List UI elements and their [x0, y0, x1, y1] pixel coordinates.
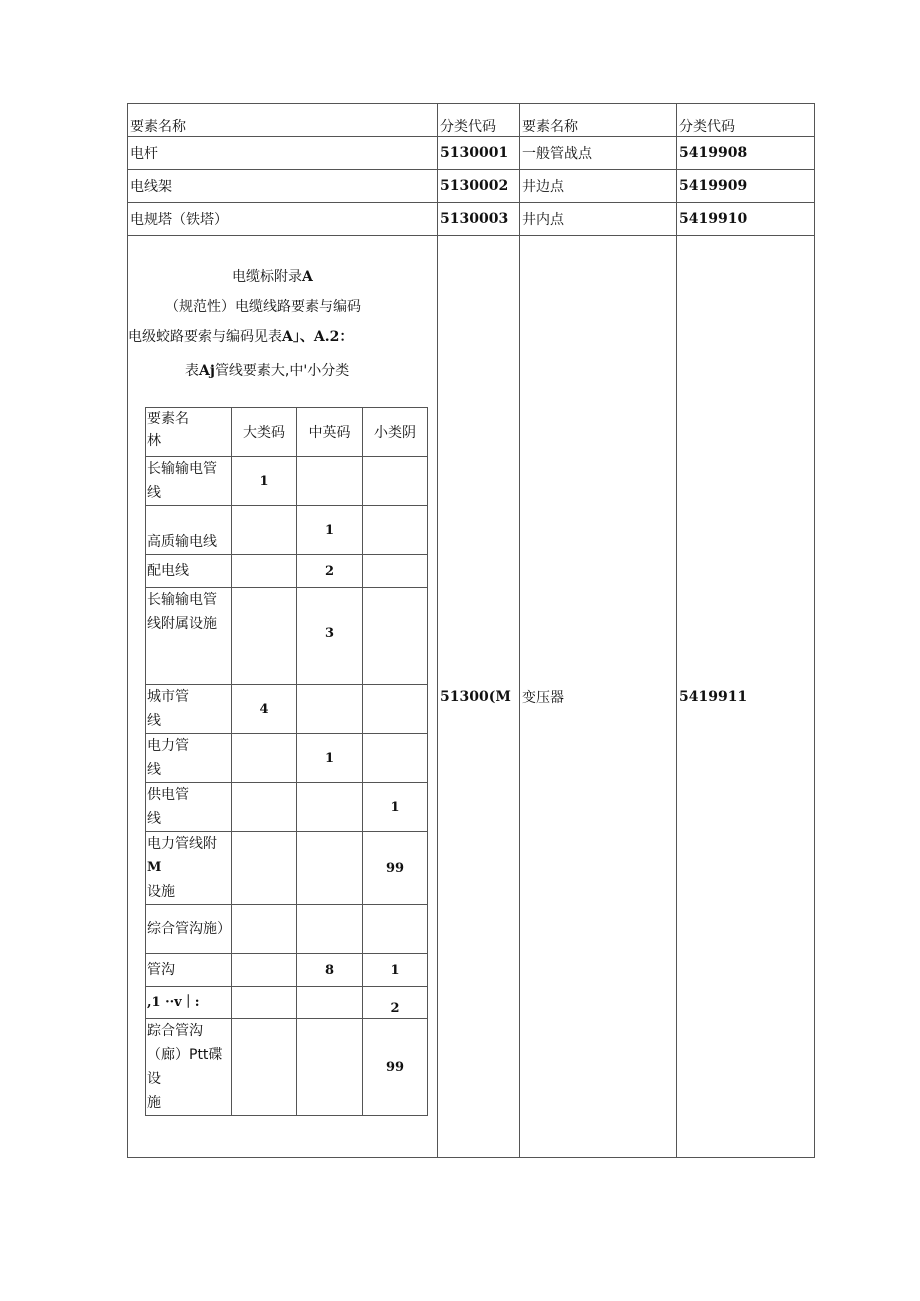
class-code: 51300(M: [438, 236, 520, 1158]
minor-code: 1: [363, 954, 428, 987]
inner-header-row: [146, 408, 428, 457]
header-class-code-1: 分类代码: [438, 104, 520, 137]
element-name: 城市管 线: [146, 685, 232, 734]
element-name: 电力管线附 M 设施: [146, 832, 232, 905]
table-row: [146, 954, 428, 987]
class-code: 5419909: [677, 170, 815, 203]
minor-code: [363, 588, 428, 685]
minor-code: [363, 506, 428, 555]
table-row: [128, 236, 815, 1158]
header-minor-code: 小类阴: [363, 408, 428, 457]
element-name: 踪合管沟 （廊）Ptt碟 设 施: [146, 1019, 232, 1116]
appendix-intro: 电级蛟路要索与编码见表A」、A.2：: [128, 329, 354, 345]
inner-table-caption: 表Aj管线要素大,中'小分类: [185, 363, 350, 379]
class-code: 5419911: [677, 236, 815, 1158]
element-name: 高质输电线: [146, 506, 232, 555]
major-code: [232, 832, 297, 905]
element-name: 井内点: [520, 203, 677, 236]
major-code: [232, 987, 297, 1019]
element-name: 电杆: [128, 137, 438, 170]
element-name: 管沟: [146, 954, 232, 987]
classification-table: [145, 407, 428, 1116]
class-code: 5130001: [438, 137, 520, 170]
minor-code: 1: [363, 783, 428, 832]
table-row: [146, 506, 428, 555]
minor-code: [363, 685, 428, 734]
table-row: [146, 555, 428, 588]
element-name: 井边点: [520, 170, 677, 203]
table-row: [146, 987, 428, 1019]
header-row: [128, 104, 815, 137]
table-row: [146, 685, 428, 734]
header-element-name-1: 要素名称: [128, 104, 438, 137]
middle-code: [297, 905, 363, 954]
major-code: [232, 734, 297, 783]
class-code: 5419908: [677, 137, 815, 170]
header-major-code: 大类码: [232, 408, 297, 457]
appendix-cell: [128, 236, 438, 1158]
class-code: 5419910: [677, 203, 815, 236]
minor-code: 2: [363, 987, 428, 1019]
minor-code: [363, 734, 428, 783]
table-row: [128, 170, 815, 203]
middle-code: 3: [297, 588, 363, 685]
element-name: 电规塔（铁塔）: [128, 203, 438, 236]
table-row: [146, 832, 428, 905]
middle-code: [297, 685, 363, 734]
table-row: [128, 203, 815, 236]
element-name: 配电线: [146, 555, 232, 588]
element-name: 电线架: [128, 170, 438, 203]
major-code: [232, 783, 297, 832]
table-row: [146, 783, 428, 832]
element-name: 一般管战点: [520, 137, 677, 170]
table-row: [146, 457, 428, 506]
table-row: [146, 1019, 428, 1116]
major-code: [232, 954, 297, 987]
element-name: ,1 ··v｜:: [146, 987, 232, 1019]
table-row: [128, 137, 815, 170]
middle-code: 8: [297, 954, 363, 987]
middle-code: [297, 987, 363, 1019]
major-code: [232, 1019, 297, 1116]
appendix-title: 电缆标附录A: [232, 269, 313, 285]
header-element-name-2: 要素名称: [520, 104, 677, 137]
minor-code: [363, 905, 428, 954]
class-code: 5130002: [438, 170, 520, 203]
major-code: [232, 555, 297, 588]
header-element-name: 要素名 林: [146, 408, 232, 457]
appendix-subtitle: （规范性）电缆线路要素与编码: [165, 299, 361, 315]
middle-code: 2: [297, 555, 363, 588]
element-name: 综合管沟施）: [146, 905, 232, 954]
middle-code: 1: [297, 734, 363, 783]
element-name: 变压器: [520, 236, 677, 1158]
major-code: [232, 506, 297, 555]
major-code: 4: [232, 685, 297, 734]
middle-code: [297, 832, 363, 905]
minor-code: 99: [363, 832, 428, 905]
class-code: 5130003: [438, 203, 520, 236]
element-code-table: [127, 103, 815, 1158]
minor-code: 99: [363, 1019, 428, 1116]
major-code: 1: [232, 457, 297, 506]
element-name: 供电管 线: [146, 783, 232, 832]
header-class-code-2: 分类代码: [677, 104, 815, 137]
header-middle-code: 中英码: [297, 408, 363, 457]
middle-code: [297, 457, 363, 506]
element-name: 电力管 线: [146, 734, 232, 783]
middle-code: 1: [297, 506, 363, 555]
middle-code: [297, 1019, 363, 1116]
element-name: 长输输电管 线: [146, 457, 232, 506]
major-code: [232, 588, 297, 685]
major-code: [232, 905, 297, 954]
minor-code: [363, 457, 428, 506]
table-row: [146, 734, 428, 783]
table-row: [146, 588, 428, 685]
middle-code: [297, 783, 363, 832]
element-name: 长输输电管 线附属设施: [146, 588, 232, 685]
table-row: [146, 905, 428, 954]
minor-code: [363, 555, 428, 588]
